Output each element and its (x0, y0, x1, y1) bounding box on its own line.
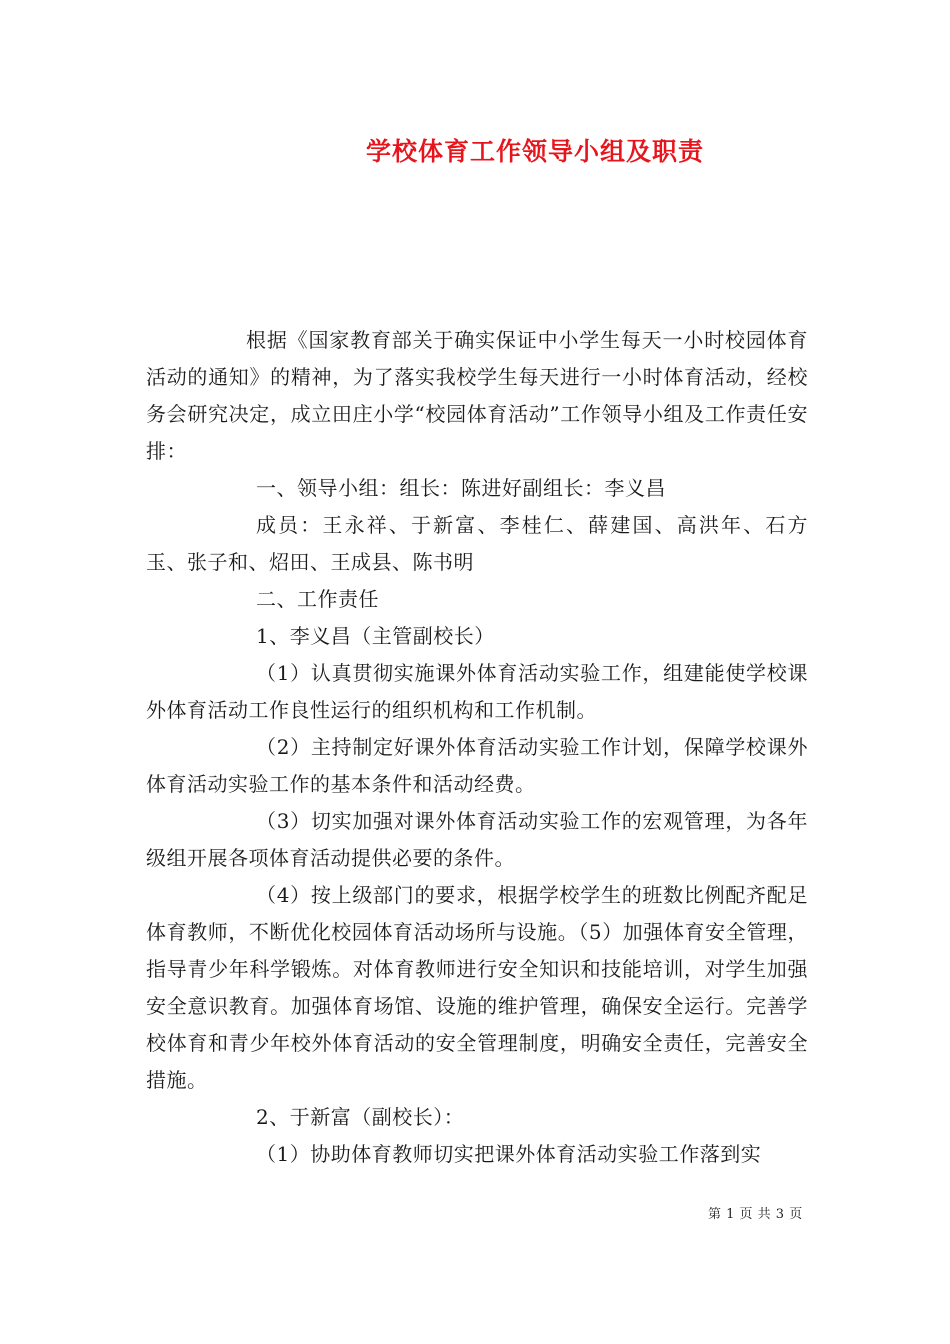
section-heading-responsibilities: 二、工作责任 (256, 587, 379, 611)
paragraph-intro: 根据《国家教育部关于确实保证中小学生每天一小时校园体育活动的通知》的精神，为了落实我校学生每天进行一小时体育活动，经校务会研究决定，成立田庄小学“校园体育活动”工作领导小组及工作责任安排： (146, 328, 808, 463)
document-title: 学校体育工作领导小组及职责 (365, 137, 704, 166)
paragraph-members: 成员：王永祥、于新富、李桂仁、薛建国、高洪年、石方玉、张子和、炤田、王成县、陈书明 (146, 513, 808, 574)
subheading-yu-xinfu: 2、于新富（副校长）： (256, 1105, 465, 1129)
paragraph-item-1: （1）认真贯彻实施课外体育活动实验工作，组建能使学校课外体育活动工作良性运行的组织机构和工作机制。 (146, 661, 808, 722)
paragraph-leadership: 一、领导小组：组长：陈进好副组长：李义昌 (256, 476, 666, 500)
page-footer: 第 1 页 共 3 页 (708, 1207, 803, 1222)
document-body (146, 322, 808, 1173)
paragraph-item-3: （3）切实加强对课外体育活动实验工作的宏观管理，为各年级组开展各项体育活动提供必要的条件。 (146, 809, 808, 870)
paragraph-item-4-5: （4）按上级部门的要求，根据学校学生的班数比例配齐配足体育教师，不断优化校园体育活动场所与设施。（5）加强体育安全管理，指导青少年科学锻炼。对体育教师进行安全知识和技能培训，对学生加强安全意识教育。加强体育场馆、设施的维护管理，确保安全运行。完善学校体育和青少年校外体育活动的安全管理制度，明确安全责任，完善安全措施。 (146, 883, 808, 1092)
subheading-li-yichang: 1、李义昌（主管副校长） (256, 624, 495, 648)
paragraph-item-yu-1: （1）协助体育教师切实把课外体育活动实验工作落到实 (256, 1142, 762, 1166)
paragraph-item-2: （2）主持制定好课外体育活动实验工作计划，保障学校课外体育活动实验工作的基本条件和活动经费。 (146, 735, 808, 796)
